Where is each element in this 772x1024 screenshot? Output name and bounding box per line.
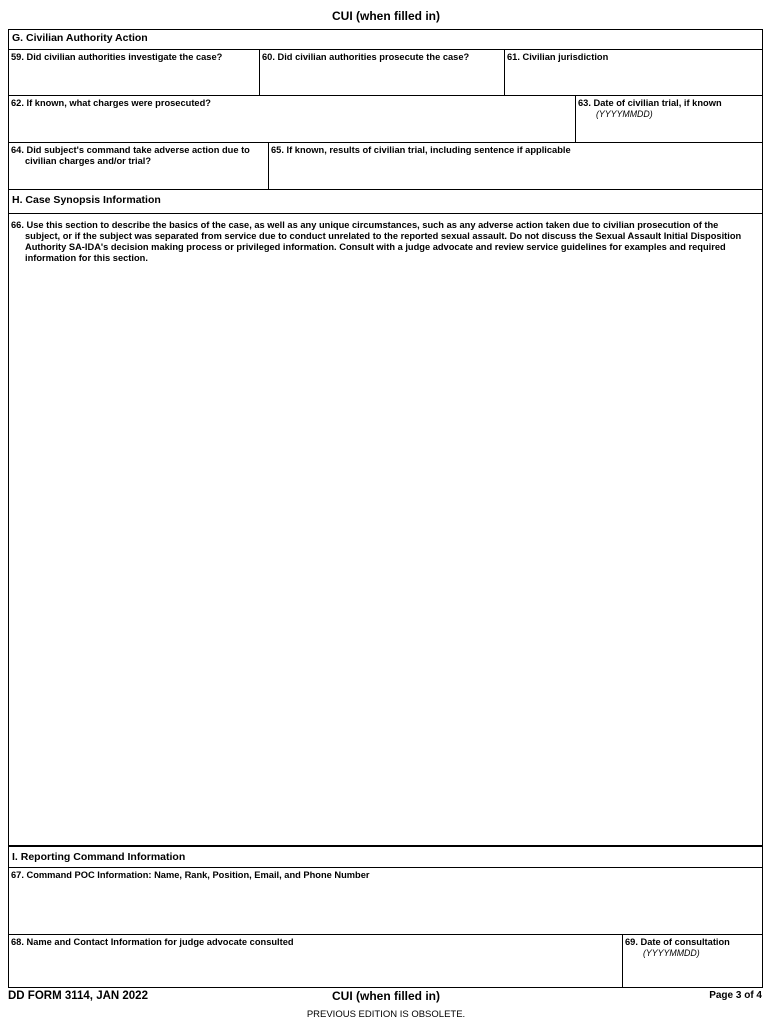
obsolete-notice: PREVIOUS EDITION IS OBSOLETE. xyxy=(306,1009,466,1020)
q69-label: 69. Date of consultation xyxy=(625,937,730,947)
q64-cell[interactable] xyxy=(9,142,268,189)
section-g-title: G. Civilian Authority Action xyxy=(12,32,148,44)
q67-cell[interactable] xyxy=(9,867,762,934)
q63-label: 63. Date of civilian trial, if known xyxy=(578,98,722,108)
q61-label: 61. Civilian jurisdiction xyxy=(507,52,609,62)
form-page xyxy=(8,29,763,988)
q69-format-hint: (YYYYMMDD) xyxy=(643,948,700,958)
section-h-title: H. Case Synopsis Information xyxy=(9,189,762,213)
q65-cell[interactable] xyxy=(268,142,762,189)
q64-label: 64. Did subject's command take adverse action due to civilian charges and/or trial? xyxy=(11,145,250,166)
cui-header: CUI (when filled in) xyxy=(332,9,440,23)
q68-label: 68. Name and Contact Information for judge advocate consulted xyxy=(11,937,294,947)
q62-cell[interactable] xyxy=(9,95,575,142)
q63-cell[interactable] xyxy=(575,95,762,142)
q66-label: 66. Use this section to describe the basics of the case, as well as any unique circumstances, such as any adverse action taken due to civilian prosecution of the subject, or if the subject was separated from service due to conduct unrelated to the reported sexual assault. Do not discuss the Sexual Assault Initial Disposition Authority SA-IDA's decision making process or privileged information. Consult with a judge advocate and review service guidelines for examples and required information for this section. xyxy=(11,220,742,263)
page-number: Page 3 of 4 xyxy=(709,990,762,1001)
q63-format-hint: (YYYYMMDD) xyxy=(596,109,653,119)
q59-cell[interactable] xyxy=(9,49,259,95)
q60-label: 60. Did civilian authorities prosecute the case? xyxy=(262,52,470,62)
q68-cell[interactable] xyxy=(9,934,622,987)
cui-footer: CUI (when filled in) xyxy=(332,989,440,1003)
q69-cell[interactable] xyxy=(622,934,762,987)
q65-label: 65. If known, results of civilian trial, including sentence if applicable xyxy=(271,145,571,155)
q66-cell[interactable] xyxy=(9,213,762,845)
q67-label: 67. Command POC Information: Name, Rank, Position, Email, and Phone Number xyxy=(11,870,370,880)
form-identifier: DD FORM 3114, JAN 2022 xyxy=(8,990,148,1002)
q61-cell[interactable] xyxy=(504,49,762,95)
section-i-title: I. Reporting Command Information xyxy=(9,845,762,867)
q62-label: 62. If known, what charges were prosecuted? xyxy=(11,98,211,108)
q59-label: 59. Did civilian authorities investigate the case? xyxy=(11,52,223,62)
q60-cell[interactable] xyxy=(259,49,504,95)
